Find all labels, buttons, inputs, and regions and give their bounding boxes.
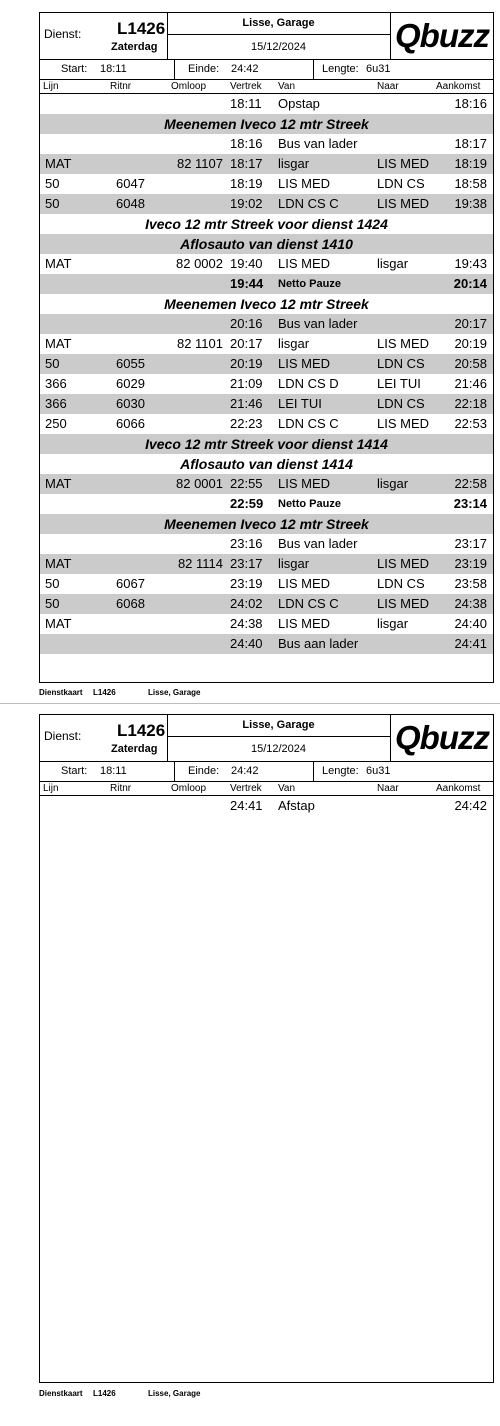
cell-ritnr: 6066	[116, 416, 145, 431]
length-cell	[313, 60, 494, 79]
service-date: 15/12/2024	[250, 743, 307, 755]
cell-van: Bus aan lader	[278, 636, 359, 651]
col-lijn: Lijn	[43, 81, 59, 92]
cell-lijn: MAT	[45, 256, 72, 271]
duty-times-bar	[40, 762, 493, 782]
section-row	[40, 234, 493, 254]
location-cell	[167, 13, 391, 59]
footer-location: Lisse, Garage	[148, 688, 201, 697]
cell-vertrek: 20:16	[230, 316, 263, 331]
dienst-label: Dienst:	[44, 27, 82, 41]
cell-van: LIS MED	[278, 256, 331, 271]
pause-end: 23:14	[453, 496, 487, 511]
col-ritnr: Ritnr	[110, 81, 132, 92]
section-title: Meenemen Iveco 12 mtr Streek	[164, 116, 369, 132]
cell-aankomst: 20:19	[454, 336, 487, 351]
section-row	[40, 434, 493, 454]
cell-lijn: 50	[45, 596, 60, 611]
pause-row	[40, 274, 493, 294]
cell-van: lisgar	[278, 556, 310, 571]
length-label: Lengte:	[322, 765, 359, 777]
trip-row	[40, 354, 493, 374]
col-naar: Naar	[377, 81, 399, 92]
cell-aankomst: 24:42	[454, 798, 487, 813]
qbuzz-logo: Qbuzz	[395, 17, 489, 54]
cell-aankomst: 18:17	[454, 136, 487, 151]
start-cell	[40, 762, 175, 781]
start-time: 18:11	[100, 63, 127, 75]
cell-van: Bus van lader	[278, 536, 358, 551]
trip-row	[40, 634, 493, 654]
cell-naar: LDN CS	[377, 356, 425, 371]
footer-label: Dienstkaart	[39, 688, 83, 697]
cell-aankomst: 23:58	[454, 576, 487, 591]
cell-vertrek: 21:46	[230, 396, 263, 411]
cell-van: LIS MED	[278, 176, 331, 191]
cell-aankomst: 23:17	[454, 536, 487, 551]
cell-vertrek: 20:17	[230, 336, 263, 351]
pause-end: 20:14	[453, 276, 487, 291]
cell-aankomst: 22:53	[454, 416, 487, 431]
cell-omloop: 82 1107	[176, 156, 223, 171]
dienst-code: L1426	[117, 721, 166, 740]
cell-vertrek: 19:40	[230, 256, 263, 271]
cell-vertrek: 18:17	[230, 156, 263, 171]
col-lijn: Lijn	[43, 783, 59, 794]
cell-van: lisgar	[278, 336, 310, 351]
cell-aankomst: 18:19	[454, 156, 487, 171]
cell-vertrek: 23:16	[230, 536, 263, 551]
cell-ritnr: 6055	[116, 356, 145, 371]
cell-aankomst: 24:41	[454, 636, 487, 651]
trip-row	[40, 134, 493, 154]
cell-vertrek: 24:41	[230, 798, 263, 813]
cell-van: LIS MED	[278, 476, 331, 491]
cell-van: LDN CS C	[278, 196, 339, 211]
cell-lijn: MAT	[45, 556, 72, 571]
pause-start: 19:44	[230, 276, 264, 291]
cell-vertrek: 21:09	[230, 376, 263, 391]
qbuzz-logo: Qbuzz	[395, 719, 489, 756]
section-title: Iveco 12 mtr Streek voor dienst 1414	[145, 436, 388, 452]
cell-van: Bus van lader	[278, 316, 358, 331]
col-aankomst: Aankomst	[436, 783, 481, 794]
duty-times-bar	[40, 60, 493, 80]
section-title: Meenemen Iveco 12 mtr Streek	[164, 296, 369, 312]
trip-row	[40, 534, 493, 554]
day-name: Zaterdag	[111, 41, 158, 53]
cell-lijn: 50	[45, 196, 60, 211]
col-van: Van	[278, 783, 296, 794]
section-row	[40, 454, 493, 474]
cell-vertrek: 19:02	[230, 196, 263, 211]
trip-row	[40, 94, 493, 114]
cell-vertrek: 18:16	[230, 136, 263, 151]
cell-lijn: MAT	[45, 476, 72, 491]
col-omloop: Omloop	[171, 783, 207, 794]
cell-ritnr: 6029	[116, 376, 145, 391]
cell-lijn: MAT	[45, 336, 72, 351]
end-cell	[174, 762, 314, 781]
trip-row	[40, 314, 493, 334]
cell-ritnr: 6067	[116, 576, 145, 591]
schedule-rows	[40, 796, 493, 816]
day-name: Zaterdag	[111, 743, 158, 755]
cell-aankomst: 20:17	[454, 316, 487, 331]
trip-row	[40, 554, 493, 574]
cell-lijn: 50	[45, 576, 60, 591]
footer-code: L1426	[93, 688, 116, 697]
cell-aankomst: 24:40	[454, 616, 487, 631]
col-vertrek: Vertrek	[230, 783, 262, 794]
dienst-cell	[40, 715, 168, 761]
cell-aankomst: 24:38	[454, 596, 487, 611]
cell-vertrek: 22:23	[230, 416, 263, 431]
length-value: 6u31	[366, 765, 391, 777]
col-omloop: Omloop	[171, 81, 207, 92]
cell-van: LIS MED	[278, 616, 331, 631]
length-value: 6u31	[366, 63, 391, 75]
cell-vertrek: 18:11	[230, 96, 262, 111]
length-label: Lengte:	[322, 63, 359, 75]
cell-ritnr: 6030	[116, 396, 145, 411]
cell-omloop: 82 0002	[176, 256, 223, 271]
cell-van: LIS MED	[278, 576, 331, 591]
trip-row	[40, 154, 493, 174]
cell-vertrek: 24:38	[230, 616, 263, 631]
trip-row	[40, 474, 493, 494]
cell-lijn: MAT	[45, 616, 72, 631]
section-row	[40, 214, 493, 234]
cell-van: LDN CS C	[278, 596, 339, 611]
cell-aankomst: 22:18	[454, 396, 487, 411]
cell-aankomst: 22:58	[454, 476, 487, 491]
trip-row	[40, 614, 493, 634]
trip-row	[40, 334, 493, 354]
page-separator	[0, 703, 500, 704]
cell-naar: lisgar	[377, 616, 409, 631]
cell-naar: LDN CS	[377, 576, 425, 591]
trip-row	[40, 394, 493, 414]
cell-aankomst: 23:19	[454, 556, 487, 571]
trip-row	[40, 374, 493, 394]
card-header	[40, 715, 493, 762]
section-row	[40, 514, 493, 534]
cell-naar: LIS MED	[377, 556, 430, 571]
column-headers	[40, 80, 493, 94]
trip-row	[40, 174, 493, 194]
column-headers	[40, 782, 493, 796]
start-label: Start:	[61, 765, 88, 777]
end-time: 24:42	[231, 765, 259, 777]
trip-row	[40, 414, 493, 434]
cell-vertrek: 23:17	[230, 556, 263, 571]
location-name: Lisse, Garage	[167, 13, 390, 35]
footer-location: Lisse, Garage	[148, 1389, 201, 1398]
col-naar: Naar	[377, 783, 399, 794]
section-title: Iveco 12 mtr Streek voor dienst 1424	[145, 216, 388, 232]
cell-aankomst: 21:46	[454, 376, 487, 391]
cell-vertrek: 20:19	[230, 356, 263, 371]
col-van: Van	[278, 81, 296, 92]
end-label: Einde:	[188, 63, 220, 75]
cell-vertrek: 24:02	[230, 596, 263, 611]
cell-naar: lisgar	[377, 476, 409, 491]
dienst-code: L1426	[117, 19, 166, 38]
cell-ritnr: 6068	[116, 596, 145, 611]
pause-start: 22:59	[230, 496, 264, 511]
cell-naar: LDN CS	[377, 396, 425, 411]
schedule-rows	[40, 94, 493, 654]
duty-card-page-1	[39, 12, 494, 683]
trip-row	[40, 796, 493, 816]
cell-naar: LEI TUI	[377, 376, 421, 391]
cell-naar: LDN CS	[377, 176, 425, 191]
cell-van: LDN CS C	[278, 416, 339, 431]
cell-van: LEI TUI	[278, 396, 322, 411]
trip-row	[40, 254, 493, 274]
cell-naar: LIS MED	[377, 156, 430, 171]
trip-row	[40, 194, 493, 214]
pause-label: Netto Pauze	[278, 498, 341, 510]
dienst-cell	[40, 13, 168, 59]
dienst-label: Dienst:	[44, 729, 82, 743]
cell-lijn: 50	[45, 356, 60, 371]
col-vertrek: Vertrek	[230, 81, 262, 92]
cell-van: LIS MED	[278, 356, 331, 371]
start-label: Start:	[61, 63, 88, 75]
cell-lijn: 50	[45, 176, 60, 191]
section-title: Aflosauto van dienst 1414	[180, 456, 353, 472]
cell-vertrek: 23:19	[230, 576, 263, 591]
cell-naar: lisgar	[377, 256, 409, 271]
footer-code: L1426	[93, 1389, 116, 1398]
cell-ritnr: 6048	[116, 196, 145, 211]
end-time: 24:42	[231, 63, 259, 75]
col-ritnr: Ritnr	[110, 783, 132, 794]
cell-lijn: 366	[45, 376, 67, 391]
cell-aankomst: 18:16	[454, 96, 487, 111]
cell-lijn: 250	[45, 416, 67, 431]
cell-vertrek: 24:40	[230, 636, 263, 651]
cell-van: LDN CS D	[278, 376, 339, 391]
cell-omloop: 82 1101	[176, 336, 223, 351]
duty-card-page-2	[39, 714, 494, 1383]
cell-naar: LIS MED	[377, 336, 430, 351]
cell-aankomst: 19:38	[454, 196, 487, 211]
cell-naar: LIS MED	[377, 596, 430, 611]
cell-naar: LIS MED	[377, 416, 430, 431]
trip-row	[40, 594, 493, 614]
cell-aankomst: 19:43	[454, 256, 487, 271]
cell-aankomst: 18:58	[454, 176, 487, 191]
cell-omloop: 82 0001	[176, 476, 223, 491]
pause-label: Netto Pauze	[278, 278, 341, 290]
end-cell	[174, 60, 314, 79]
section-row	[40, 114, 493, 134]
end-label: Einde:	[188, 765, 220, 777]
length-cell	[313, 762, 494, 781]
section-title: Meenemen Iveco 12 mtr Streek	[164, 516, 369, 532]
cell-aankomst: 20:58	[454, 356, 487, 371]
service-date: 15/12/2024	[250, 41, 307, 53]
cell-van: Opstap	[278, 96, 320, 111]
section-title: Aflosauto van dienst 1410	[180, 236, 353, 252]
footer-label: Dienstkaart	[39, 1389, 83, 1398]
start-time: 18:11	[100, 765, 127, 777]
location-name: Lisse, Garage	[167, 715, 390, 737]
cell-vertrek: 18:19	[230, 176, 263, 191]
cell-lijn: MAT	[45, 156, 72, 171]
cell-lijn: 366	[45, 396, 67, 411]
pause-row	[40, 494, 493, 514]
start-cell	[40, 60, 175, 79]
cell-naar: LIS MED	[377, 196, 430, 211]
cell-omloop: 82 1114	[177, 556, 223, 571]
card-header	[40, 13, 493, 60]
cell-van: Afstap	[278, 798, 315, 813]
cell-ritnr: 6047	[116, 176, 145, 191]
location-cell	[167, 715, 391, 761]
cell-van: lisgar	[278, 156, 310, 171]
section-row	[40, 294, 493, 314]
col-aankomst: Aankomst	[436, 81, 481, 92]
cell-vertrek: 22:55	[230, 476, 263, 491]
trip-row	[40, 574, 493, 594]
cell-van: Bus van lader	[278, 136, 358, 151]
